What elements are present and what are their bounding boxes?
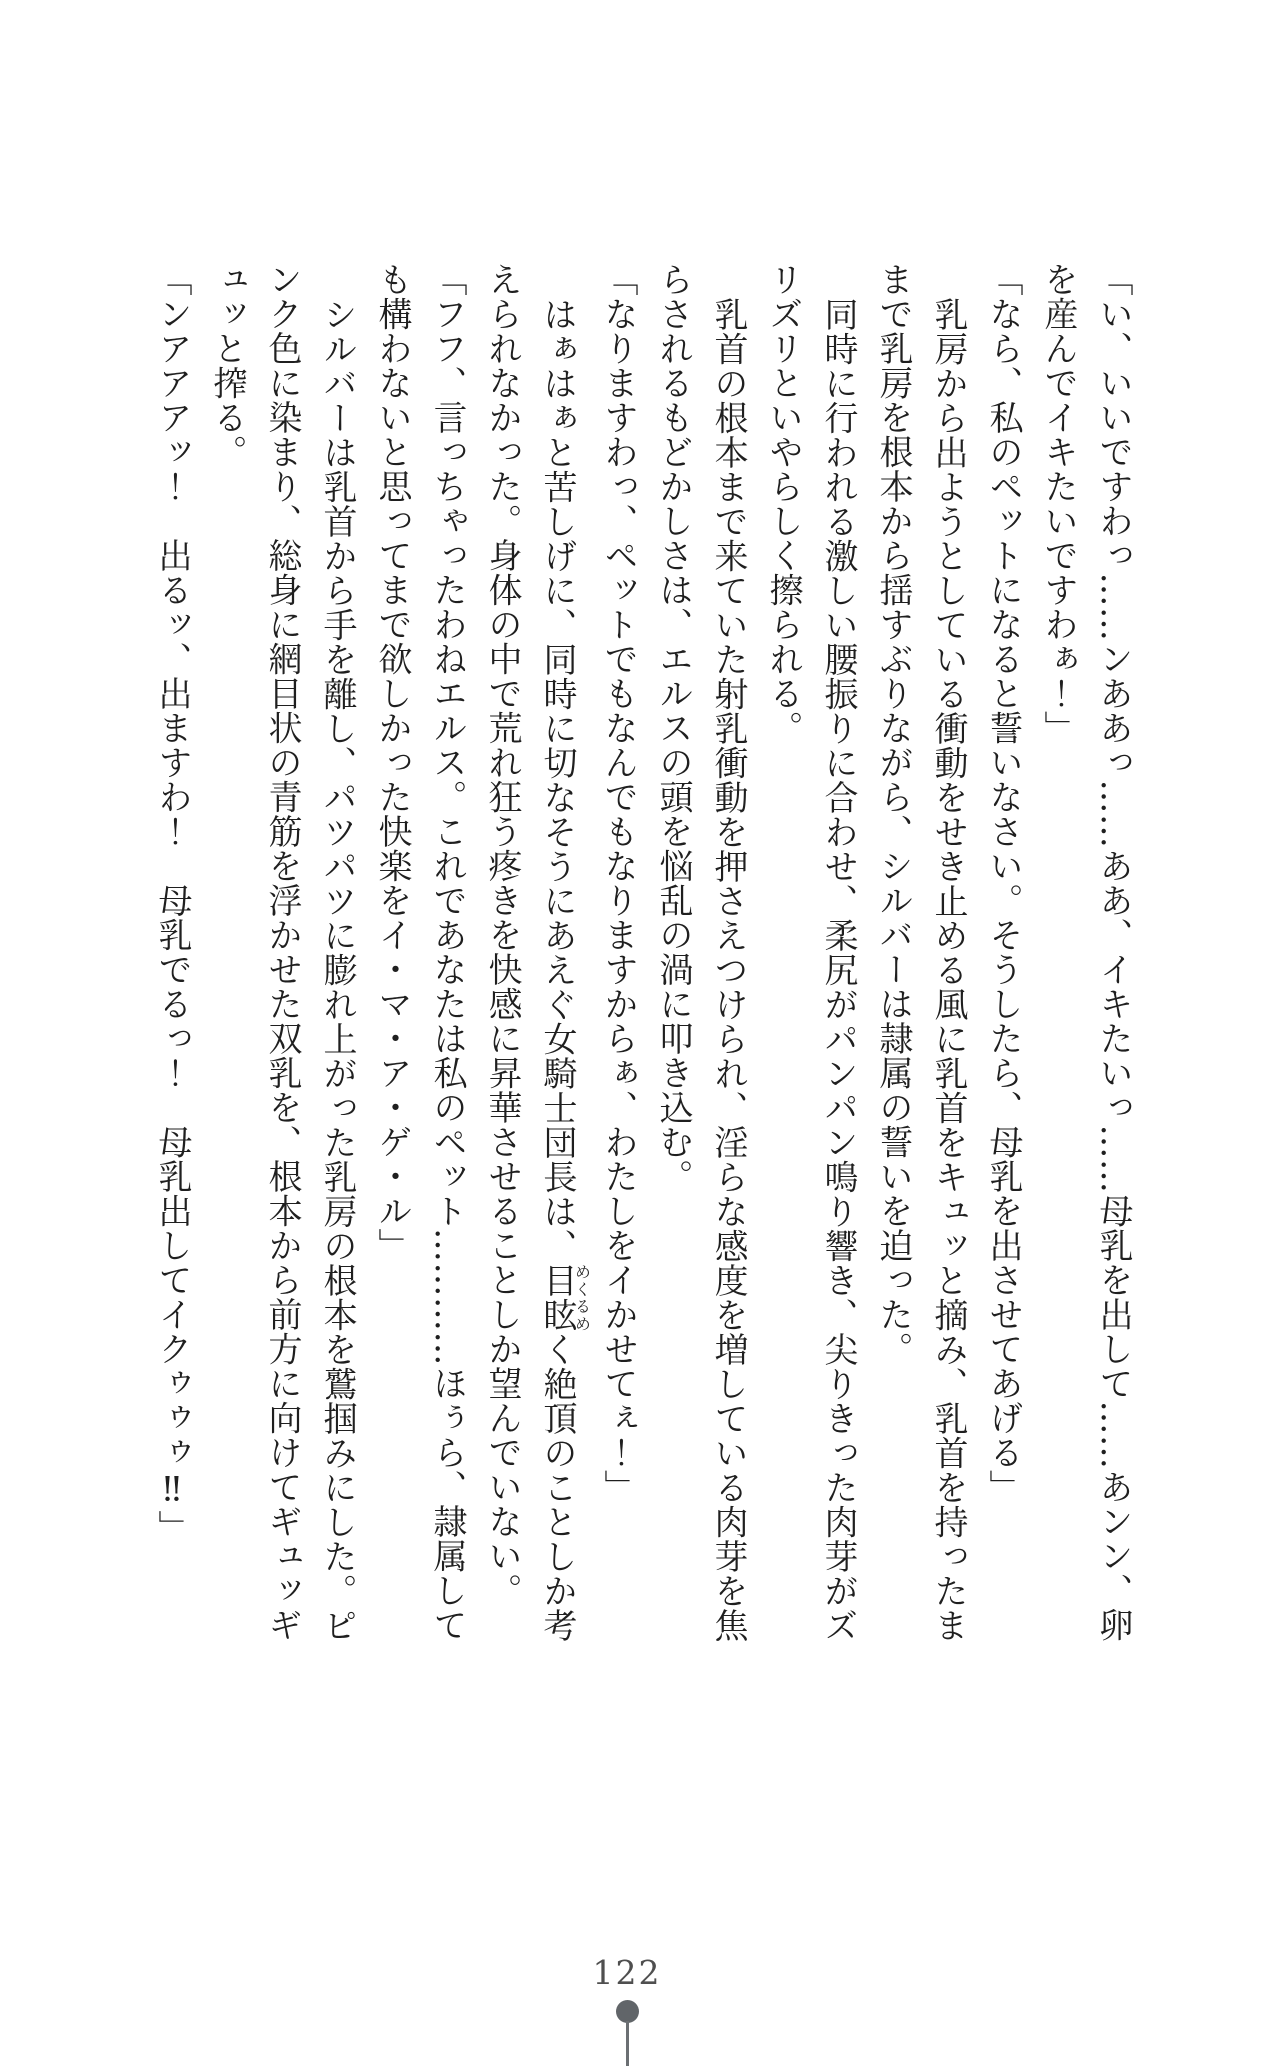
- ornament-dot-icon: [616, 2000, 639, 2023]
- text-line: 「い、いいですわっ……ンああっ……ああ、イキたいっ……母乳を出して……あンン、卵: [1093, 262, 1133, 1642]
- text-line: ンク色に染まり、総身に網目状の青筋を浮かせた双乳を、根本から前方に向けてギュッギ: [262, 262, 302, 1642]
- ornament-line: [626, 2021, 629, 2066]
- text-line: はぁはぁと苦しげに、同時に切なそうにあえぐ女騎士団長は、目眩めくるめく絶頂のことしか考: [537, 296, 592, 1642]
- text-line: まで乳房を根本から揺すぶりながら、シルバーは隷属の誓いを迫った。: [873, 262, 913, 1366]
- page-number: 122: [592, 1953, 662, 1992]
- text-line: 「なら、私のペットになると誓いなさい。そうしたら、母乳を出させてあげる」: [983, 262, 1023, 1504]
- text-block: [149, 262, 1140, 1662]
- text-line: 「ンアアアッ！ 出るッ、出ますわ！ 母乳でるっ！ 母乳出してイクゥゥゥ‼」: [152, 262, 192, 1545]
- ruby-annotated-word: 目眩めくるめ: [537, 1262, 592, 1332]
- text-line: ュッと搾る。: [207, 262, 247, 469]
- text-line: 同時に行われる激しい腰振りに合わせ、柔尻がパンパン鳴り響き、尖りきった肉芽がズ: [818, 296, 858, 1642]
- text-line: らされるもどかしさは、エルスの頭を悩乱の渦に叩き込む。: [653, 262, 693, 1194]
- text-line: シルバーは乳首から手を離し、パツパツに膨れ上がった乳房の根本を鷲掴みにした。ピ: [317, 296, 357, 1642]
- text-line: 「フフ、言っちゃったわねエルス。これであなたは私のペット…………ほぅら、隷属して: [427, 262, 467, 1642]
- text-line: 乳房から出ようとしている衝動をせき止める風に乳首をキュッと摘み、乳首を持ったま: [928, 296, 968, 1642]
- text-line: 乳首の根本まで来ていた射乳衝動を押さえつけられ、淫らな感度を増している肉芽を焦: [708, 296, 748, 1642]
- text-line: 「なりますわっ、ペットでもなんでもなりますからぁ、わたしをイかせてぇ！」: [598, 262, 638, 1504]
- text-line: リズリといやらしく擦られる。: [763, 262, 803, 745]
- text-line: を産んでイキたいですわぁ！」: [1038, 262, 1078, 745]
- text-line: も構わないと思ってまで欲しかった快楽をイ・マ・ア・ゲ・ル」: [372, 262, 412, 1263]
- text-line: えられなかった。身体の中で荒れ狂う疼きを快感に昇華させることしか望んでいない。: [482, 262, 522, 1608]
